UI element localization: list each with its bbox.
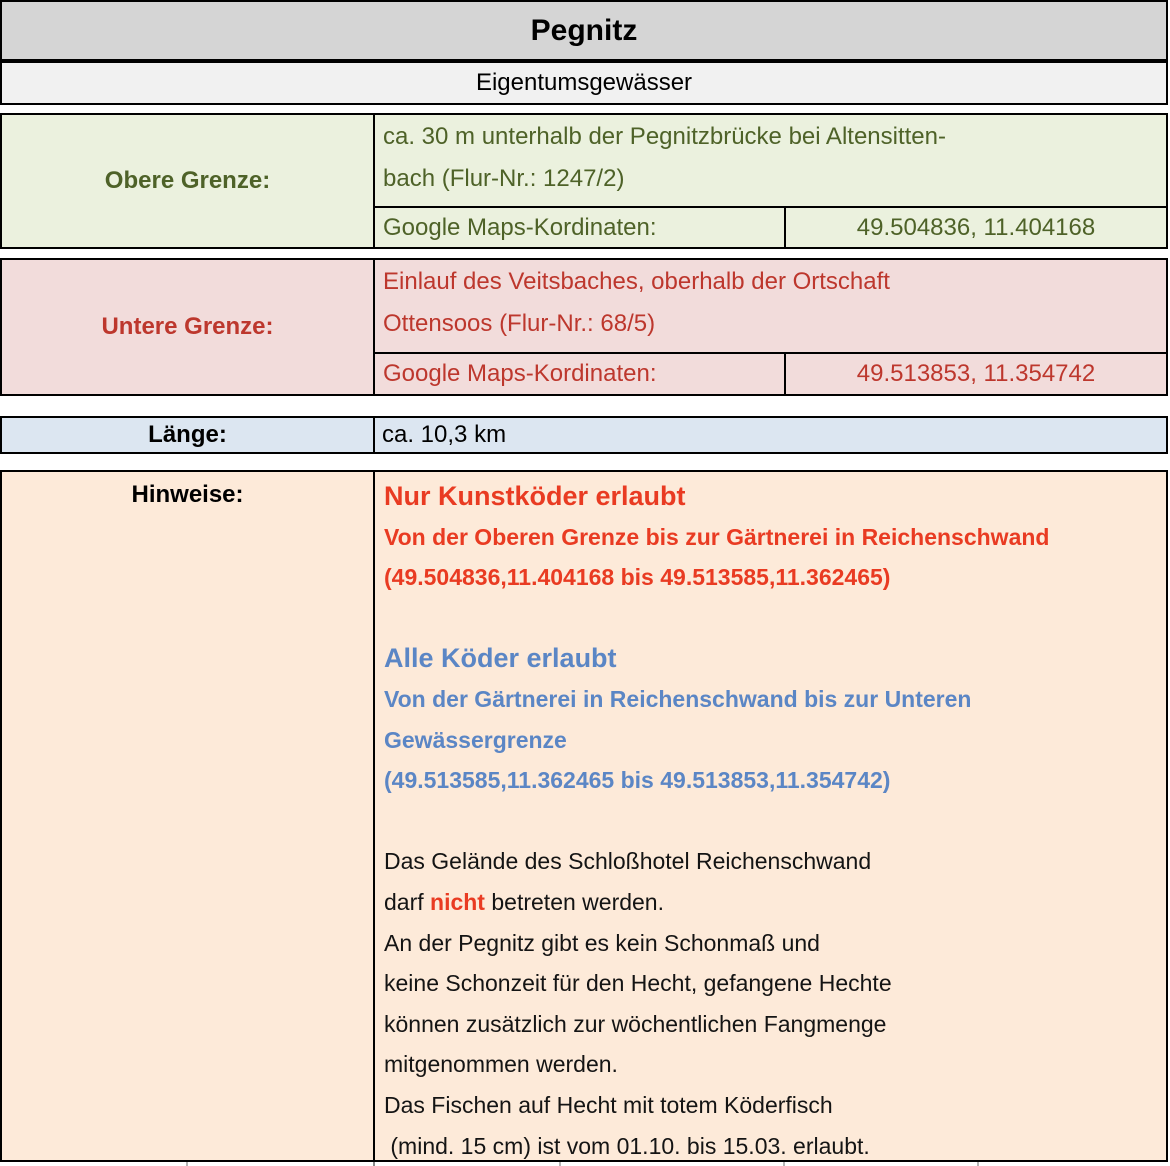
title-bar [0,0,1168,61]
all-baits-heading: Alle Köder erlaubt [384,643,617,674]
notes-content [375,472,1166,1160]
description-line: bach (Flur-Nr.: 1247/2) [383,165,625,192]
length-value: ca. 10,3 km [382,421,507,448]
lower-coordinates-value: 49.513853, 11.354742 [856,360,1096,387]
artificial-lures-heading: Nur Kunstköder erlaubt [384,481,686,511]
general-note-line: keine Schonzeit für den Hecht, gefangene Hechte [384,970,892,997]
upper-coordinates-row [375,208,1166,247]
upper-boundary-content [375,115,1166,247]
general-note-line: Das Gelände des Schloßhotel Reichenschwand [384,848,872,875]
description-line: ca. 30 m unterhalb der Pegnitzbrücke bei Altensitten- [383,123,946,150]
upper-boundary-description [375,115,1166,208]
notes-label: Hinweise: [2,472,375,1160]
gridline-stub [783,1162,785,1166]
length-label: Länge: [2,418,375,452]
artificial-lures-line: Von der Oberen Grenze bis zur Gärtnerei in Reichenschwand [384,523,1050,550]
lower-coordinates-row [375,354,1166,394]
coordinates-label: Google Maps-Kordinaten: [375,208,786,247]
notes-section [0,470,1168,1162]
description-line: Einlauf des Veitsbaches, oberhalb der Ortschaft [383,268,890,295]
lower-boundary-content [375,260,1166,394]
general-note-line [384,882,1156,923]
page-title: Pegnitz [530,13,638,47]
blank-line [384,801,1156,842]
lower-boundary-section [0,258,1168,396]
general-note-line: An der Pegnitz gibt es kein Schonmaß und [384,929,820,956]
lower-boundary-label: Untere Grenze: [2,260,375,394]
general-note-line: (mind. 15 cm) ist vom 01.10. bis 15.03. erlaubt. [384,1132,870,1159]
blank-line [384,598,1156,639]
upper-boundary-label: Obere Grenze: [2,115,375,247]
water-type-label: Eigentumsgewässer [475,69,693,96]
artificial-lures-coords: (49.504836,11.404168 bis 49.513585,11.362465) [384,564,891,591]
emphasis-nicht: nicht [430,888,485,915]
upper-coordinates-value: 49.504836, 11.404168 [856,213,1096,241]
general-note-line: Das Fischen auf Hecht mit totem Köderfisch [384,1091,833,1118]
subtitle-bar [0,61,1168,105]
all-baits-coords: (49.513585,11.362465 bis 49.513853,11.354742) [384,767,891,794]
gridline-stub [977,1162,979,1166]
all-baits-line: Gewässergrenze [384,726,567,753]
general-note-line: mitgenommen werden. [384,1051,618,1078]
gridline-stub [186,1162,188,1166]
note-text: darf [384,888,431,915]
general-note-line: können zusätzlich zur wöchentlichen Fangmenge [384,1010,887,1037]
lower-boundary-description [375,260,1166,354]
all-baits-line: Von der Gärtnerei in Reichenschwand bis zur Unteren [384,685,972,712]
gridline-stub [373,1162,375,1166]
coordinates-label: Google Maps-Kordinaten: [375,354,786,394]
gridline-stub [559,1162,561,1166]
upper-boundary-section [0,113,1168,249]
description-line: Ottensoos (Flur-Nr.: 68/5) [383,310,656,337]
note-text: betreten werden. [484,888,664,915]
length-section [0,416,1168,454]
